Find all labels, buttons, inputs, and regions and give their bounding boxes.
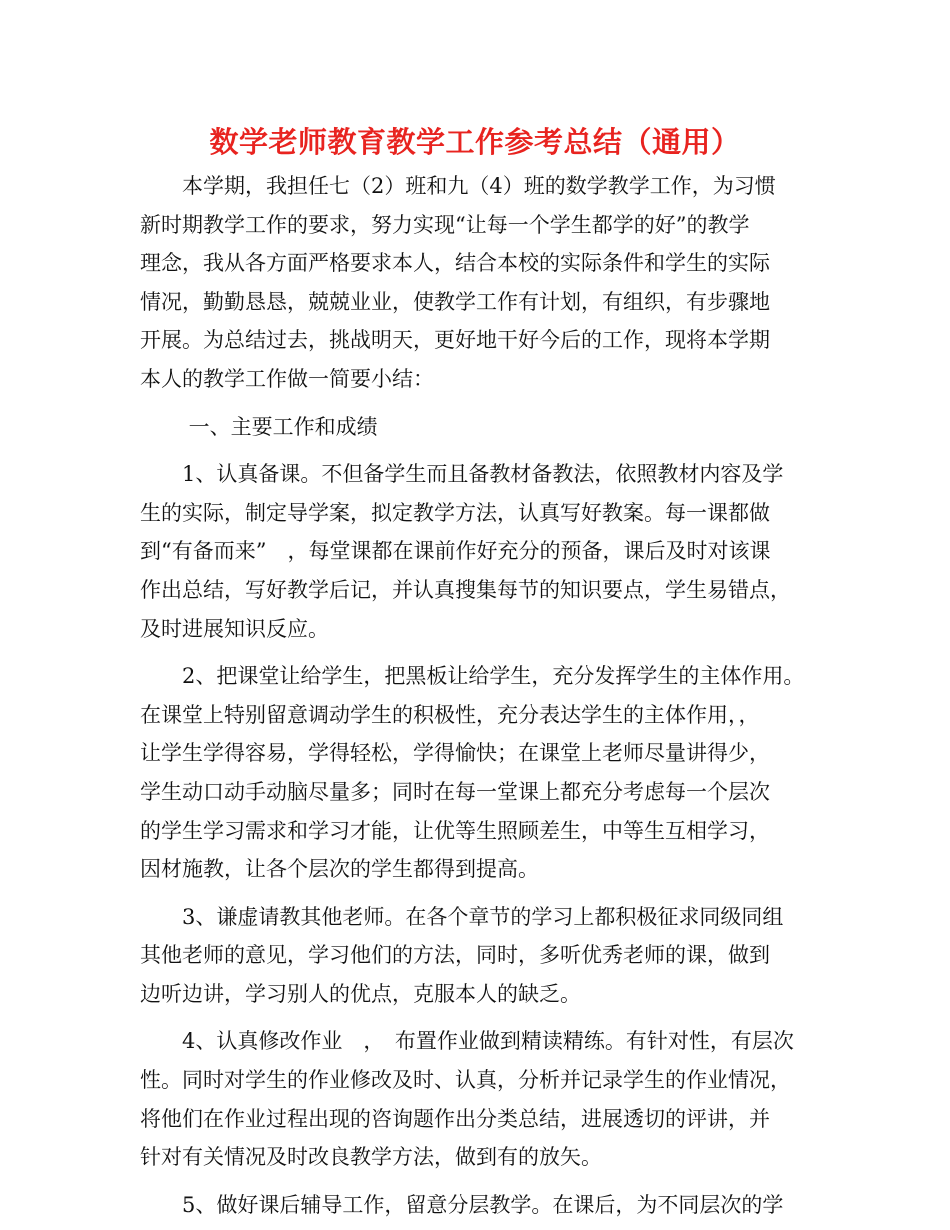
paragraph-gap <box>140 399 830 408</box>
paragraph-gap <box>140 446 830 455</box>
text-line: 本学期，我担任七（2）班和九（4）班的数学教学工作，为习惯 <box>140 174 776 198</box>
text-line: 3、谦虚请教其他老师。在各个章节的学习上都积极征求同级同组 <box>140 904 784 929</box>
text-line: 4、认真修改作业 ， 布置作业做到精读精练。有针对性，有层次 <box>140 1029 794 1054</box>
paragraph <box>140 408 830 447</box>
text-line: 5、做好课后辅导工作，留意分层教学。在课后，为不同层次的学 <box>140 1192 784 1217</box>
paragraph <box>140 1186 830 1225</box>
text-line: 边听边讲，学习别人的优点，克服本人的缺乏。 <box>140 981 581 1006</box>
text-line: 开展。为总结过去，挑战明天，更好地干好今后的工作，现将本学期 <box>140 328 770 353</box>
paragraph <box>140 898 830 1014</box>
text-line: 性。同时对学生的作业修改及时、认真，分析并记录学生的作业情况， <box>140 1068 791 1093</box>
text-line: 到“有备而来” ，每堂课都在课前作好充分的预备，课后及时对该课 <box>140 539 771 564</box>
text-line: 其他老师的意见，学习他们的方法，同时，多听优秀老师的课，做到 <box>140 943 770 968</box>
text-line: 1、认真备课。不但备学生而且备教材备教法，依照教材内容及学 <box>140 462 784 487</box>
text-line: 因材施教，让各个层次的学生都得到提高。 <box>140 857 539 882</box>
text-line: 生的实际，制定导学案，拟定教学方法，认真写好教案。每一课都做 <box>140 500 770 525</box>
text-line: 在课堂上特别留意调动学生的积极性，充分表达学生的主体作用，， <box>140 702 760 727</box>
paragraph-gap <box>140 648 830 657</box>
text-line: 情况，勤勤恳恳，兢兢业业，使教学工作有计划，有组织，有步骤地 <box>140 289 770 314</box>
text-line: 作出总结，写好教学后记，并认真搜集每节的知识要点，学生易错点， <box>140 577 791 602</box>
text-line: 一、主要工作和成绩 <box>140 414 378 439</box>
text-line: 2、把课堂让给学生，把黑板让给学生，充分发挥学生的主体作用。 <box>140 664 805 689</box>
text-line: 的学生学习需求和学习才能，让优等生照顾差生，中等生互相学习， <box>140 818 770 843</box>
text-line: 本人的教学工作做一简要小结： <box>140 366 434 391</box>
paragraph <box>140 455 830 648</box>
text-line: 理念，我从各方面严格要求本人，结合本校的实际条件和学生的实际 <box>140 251 770 276</box>
paragraph <box>140 1022 830 1176</box>
document-body <box>140 167 830 1224</box>
text-line: 将他们在作业过程出现的咨询题作出分类总结，进展透切的评讲，并 <box>140 1106 770 1131</box>
paragraph <box>140 657 830 889</box>
paragraph-gap <box>140 1013 830 1022</box>
paragraph-gap <box>140 1177 830 1186</box>
text-line: 让学生学得容易，学得轻松，学得愉快；在课堂上老师尽量讲得少， <box>140 741 770 766</box>
text-line: 新时期教学工作的要求，努力实现“让每一个学生都学的好”的教学 <box>140 212 750 237</box>
text-line: 针对有关情况及时改良教学方法，做到有的放矢。 <box>140 1145 602 1170</box>
paragraph <box>140 167 830 399</box>
paragraph-gap <box>140 889 830 898</box>
document-title: 数学老师教育教学工作参考总结（通用） <box>209 125 741 159</box>
text-line: 及时进展知识反应。 <box>140 616 329 641</box>
text-line: 学生动口动手动脑尽量多；同时在每一堂课上都充分考虑每一个层次 <box>140 779 770 804</box>
